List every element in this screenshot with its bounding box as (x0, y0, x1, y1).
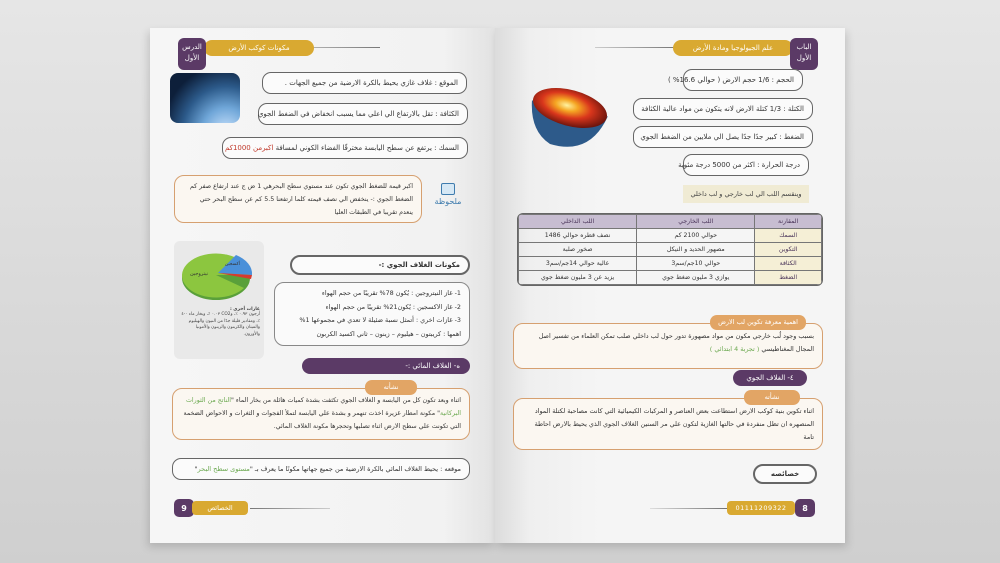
hydrosphere-title: ه- الغلاف المائي :- (302, 358, 470, 374)
density-pill (258, 103, 468, 125)
table-cell: حوالي 10جم/سم3 (637, 257, 755, 271)
note-icon-label: ملحوظة (434, 197, 462, 206)
table-row (519, 243, 822, 257)
core-pressure-pill: الضغط : كبير جدًا جدًا يصل الي ملايين من الضغط الجوي (633, 126, 813, 148)
component-oxygen: 2- غاز الاكسجين : يُكون21% تقريبًا من حجم الهواء (325, 302, 461, 311)
core-importance-box (513, 318, 823, 369)
left-page (150, 28, 495, 543)
core-volume-pill: الحجم : 1/6 حجم الارض ( حوالي 16.6% ) (683, 69, 803, 91)
page-number-left: 9 (174, 499, 194, 517)
footer-line-right (650, 508, 735, 509)
thickness-text: يرتفع عن سطح اليابسة مخترقًا الفضاء الكوني لمسافة (275, 144, 432, 152)
atmosphere-origin-tag: نشأته (744, 390, 800, 405)
importance-highlight: ( تجربة 4 ابتدائي ) (709, 345, 760, 353)
components-title: مكونات الغلاف الجوي :- (290, 255, 470, 275)
table-cell: الضغط (755, 271, 822, 285)
component-nitrogen: 1- غاز النيتروجين : يُكون 78% تقريبًا من حجم الهواء (321, 289, 461, 297)
table-cell: عالية حوالي 14جم/سم3 (519, 257, 637, 271)
density-label: الكثافة : (435, 110, 459, 118)
table-cell: حوالي 2100 كم (637, 229, 755, 243)
component-other-gases: 3- غازات اخري : أتمثل نسبة ضئيلة لا تعدي في مجموعها 1% (299, 316, 461, 324)
table-cell: التكوين (755, 243, 822, 257)
components-box (274, 282, 470, 346)
atmosphere-origin-text: اثناء تكوين بنية كوكب الارض استطاعت بعض العناصر و المركبات الكيميائية التي كانت مصاحبة لكتلة المواد المنصهره ان تظل منفردة في حالتها الغازية لتكون علي مر السنين الغلاف الجوي الذي يحيط بالارض احاطة تامة (534, 407, 814, 441)
thickness-label: السمك : (434, 144, 459, 152)
table-row (519, 271, 822, 285)
table-cell: صخور صلبة (519, 243, 637, 257)
others-caption: أرجون ٠.٩٣ ٪، وCO2 ٠.٠٣ ٪، وبخار ماء ٠-٤ ٪، ومقادير قليلة جدًا من النيون والهيليوم والميثان والكربتون والزينون والأمونيا والأوزون. (181, 312, 260, 337)
location-pill (262, 72, 467, 94)
table-cell: يزيد عن 3 مليون ضغط جوي (519, 271, 637, 285)
origin-text-1: اثناء وبعد تكون كل من اليابسة و الغلاف الجوي تكثفت بشدة كميات هائلة من بخار الماء " (231, 397, 461, 404)
hydro-location-text: موقعه : يحيط الغلاف المائي بالكرة الارضية من جميع جهاتها مكونًا ما يعرف بـ " (249, 465, 461, 473)
table-header: اللب الداخلي (519, 215, 637, 229)
hydrosphere-location-pill (172, 458, 470, 480)
origin-tag: نشأته (365, 380, 417, 395)
lesson-badge-line1: الدرس (182, 43, 202, 51)
footer-phone: 01111209322 (727, 501, 795, 515)
table-cell: الكثافة (755, 257, 822, 271)
hydro-location-end: " (194, 465, 198, 473)
note-box (174, 175, 422, 223)
table-cell: يوازي 3 مليون ضغط جوي (637, 271, 755, 285)
right-page (495, 28, 845, 543)
atmosphere-composition-chart (174, 241, 264, 359)
oxygen-label: أكسجين (224, 262, 240, 267)
atmosphere-origin-box (513, 393, 823, 450)
location-label: الموقع : (434, 79, 458, 87)
location-text: غلاف غازي يحيط بالكرة الارضية من جميع الجهات . (284, 79, 433, 87)
pie-chart-icon (178, 245, 260, 305)
footer-tab-left: الخصائص (192, 501, 248, 515)
note-line-1: اكبر قيمة للضغط الجوي تكون عند مستوي سطح البحرهي 1 ض ج عند ارتفاع صفر كم (189, 183, 413, 190)
chapter-badge-line2: الأول (796, 54, 812, 62)
footer-line-left (250, 508, 330, 509)
magnifier-doc-icon (441, 183, 455, 195)
header-line (595, 47, 675, 48)
page-number-right: 8 (795, 499, 815, 517)
others-label: غازات أخرى : (229, 307, 260, 312)
chapter-badge-line1: الباب (796, 43, 812, 51)
importance-tag: اهمية معرفة تكوين لب الارض (710, 315, 806, 330)
note-line-2: الضغط الجوي :- ينخفض الي نصف قيمته كلما ارتفعنا 5.5 كم عن سطح البحر حتي (199, 196, 413, 203)
note-icon (430, 183, 466, 206)
core-comparison-table (517, 213, 823, 286)
earth-core-image (530, 86, 610, 148)
chapter-badge (790, 38, 818, 70)
table-row (519, 229, 822, 243)
table-cell: مصهور الحديد و النيكل (637, 243, 755, 257)
lesson-badge (178, 38, 206, 70)
thickness-pill (222, 137, 468, 159)
importance-text: بسبب وجود لُب خارجي مكون من مواد مصهورة تدور حول لب داخلي صلب تمكن العلماء من تفسير اصل المجال المغناطيسي (538, 332, 814, 353)
table-header: اللب الخارجي (637, 215, 755, 229)
nitrogen-label: نيتروجين (190, 271, 208, 277)
table-cell: نصف قطره حوالي 1486 (519, 229, 637, 243)
atmosphere-image (170, 73, 240, 123)
hydro-location-highlight: مستوى سطح البحر (197, 465, 250, 473)
density-text: تقل بالارتفاع الي اعلي مما يسبب انخفاض في الضغط الجوي (257, 110, 433, 118)
lesson-title-tab: مكونات كوكب الأرض (204, 40, 314, 56)
lesson-badge-line2: الأول (184, 54, 200, 62)
thickness-highlight: اكبرمن 1000كم (224, 144, 274, 152)
table-header: المقارنة (755, 215, 822, 229)
table-row (519, 257, 822, 271)
note-line-3: ينعدم تقريبا في الطبقات العليا (334, 209, 413, 216)
table-header-row (519, 215, 822, 229)
core-mass-pill: الكتلة : 1/3 كتلة الارض لانه يتكون من مواد عالية الكثافة (633, 98, 813, 120)
component-examples: اهمها : كريبتون – هيليوم – زينون – ثاني اكسيد الكربون (316, 329, 461, 338)
table-cell: السمك (755, 229, 822, 243)
core-temperature-pill: درجة الحرارة : اكثر من 5000 درجة مئوية (683, 154, 809, 176)
atmosphere-section-title: ٤- الغلاف الجوي (733, 370, 807, 386)
chapter-title-tab: علم الجيولوجيا ومادة الأرض (673, 40, 793, 56)
core-division-note: وينقسم اللب الي لب خارجي و لب داخلي (683, 185, 809, 203)
hydrosphere-origin-box (172, 383, 470, 440)
origin-highlight: الناتج من الثورات البركانية (185, 397, 461, 417)
properties-button[interactable]: خصائصه (753, 464, 817, 484)
origin-text-2: " مكونة امطار غزيرة اخذت تنهمر و بشدة علي اليابسة لتملأ الفجوات و الثغرات و الاحواض الضخمة التي تكونت علي سطح الارض اثناء تصلبها وتحجرها مكونة الغلاف المائي. (183, 410, 461, 430)
